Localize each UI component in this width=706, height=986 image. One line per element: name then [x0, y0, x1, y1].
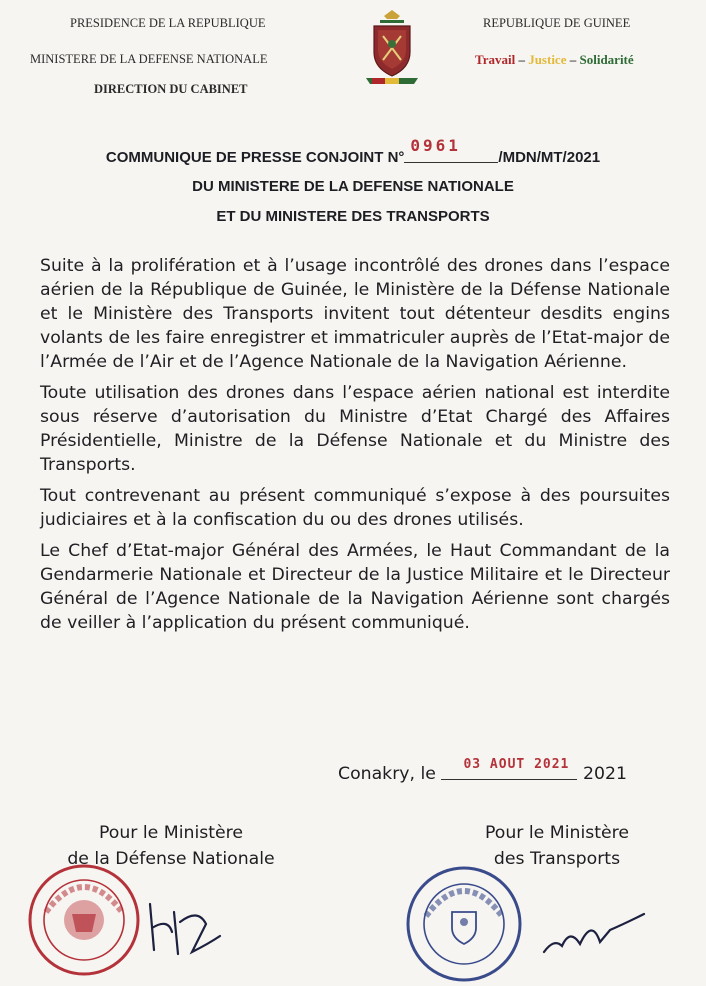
- signature-right-line1: Pour le Ministère: [484, 823, 630, 843]
- communique-title-prefix: COMMUNIQUE DE PRESSE CONJOINT N°: [105, 149, 405, 166]
- motto-solidarite: Solidarité: [579, 52, 634, 67]
- motto-travail: Travail: [475, 52, 516, 67]
- transports-ministry-stamp: [402, 862, 526, 986]
- communique-number-stamp: 0961: [410, 136, 461, 155]
- motto-separator: –: [566, 52, 580, 67]
- presidency-line: PRESIDENCE DE LA REPUBLIQUE: [70, 16, 266, 30]
- defense-signature: [144, 892, 224, 960]
- signature-right-line2: des Transports: [493, 849, 621, 869]
- body-paragraph-1: Suite à la prolifération et à l’usage incontrôlé des drones dans l’espace aérien de la République de Guinée, le Ministère de la Défense Nationale et le Ministère des Transports invitent tout détenteur desdits engins volants de les faire enregistrer et immatriculer auprès de l’Etat-major de l’Armée de l’Air et de l’Agence Nationale de la Navigation Aérienne.: [40, 256, 670, 372]
- body-paragraph-3: Tout contrevenant au présent communiqué s’expose à des poursuites judiciaires et à la confiscation du ou des drones utilisés.: [40, 486, 670, 530]
- republic-line: REPUBLIQUE DE GUINEE: [483, 16, 631, 30]
- date-field: [441, 757, 577, 780]
- signature-left-line1: Pour le Ministère: [98, 823, 244, 843]
- date-place: Conakry, le: [338, 764, 436, 784]
- ministry-line: MINISTERE DE LA DEFENSE NATIONALE: [30, 52, 268, 66]
- cabinet-line: DIRECTION DU CABINET: [94, 82, 248, 96]
- motto-separator: –: [515, 52, 529, 67]
- communique-title-line1: [0, 136, 706, 166]
- communique-body: [40, 254, 670, 642]
- motto-justice: Justice: [528, 52, 567, 67]
- signature-left-line2: de la Défense Nationale: [67, 849, 275, 869]
- national-motto: [475, 52, 634, 68]
- transports-signature: [540, 908, 650, 960]
- defense-ministry-stamp: [26, 862, 142, 978]
- communique-title-line3: ET DU MINISTERE DES TRANSPORTS: [216, 208, 490, 225]
- date-stamp: 03 AOUT 2021: [463, 757, 570, 772]
- date-line: [338, 757, 627, 784]
- body-paragraph-2: Toute utilisation des drones dans l’espace aérien national est interdite sous réserve d’autorisation du Ministre d’Etat Chargé des Affaires Présidentielle, Ministre de la Défense Nationale et du Ministre des Transports.: [40, 383, 670, 475]
- communique-title-line2: DU MINISTERE DE LA DEFENSE NATIONALE: [192, 178, 514, 195]
- guinea-coat-of-arms-icon: [352, 6, 432, 86]
- date-year: 2021: [582, 764, 627, 784]
- communique-title-suffix: /MDN/MT/2021: [498, 149, 601, 166]
- communique-number-field: [404, 136, 498, 163]
- body-paragraph-4: Le Chef d’Etat-major Général des Armées, le Haut Commandant de la Gendarmerie Nationale et Directeur de la Justice Militaire et le Directeur Général de l’Agence Nationale de la Navigation Aérienne sont chargés de veiller à l’application du présent communiqué.: [40, 541, 670, 633]
